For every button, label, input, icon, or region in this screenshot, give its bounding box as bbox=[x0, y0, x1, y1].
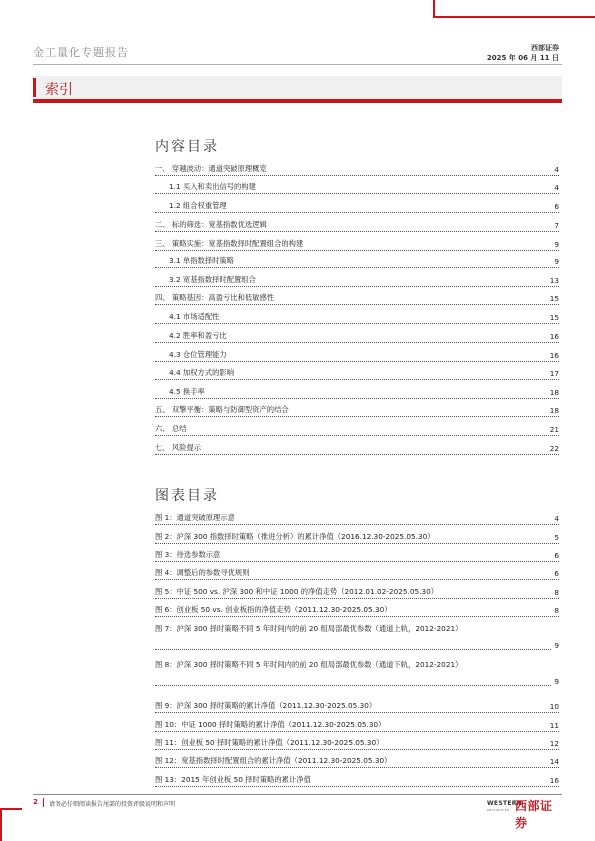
figure-item-page: 12 bbox=[547, 739, 559, 748]
toc-item-label: 一、 穿越波动：通道突破原理概览 bbox=[155, 164, 270, 174]
figure-item[interactable] bbox=[155, 736, 559, 750]
toc-item-label: 六、 总结 bbox=[155, 424, 190, 434]
figure-item-page: 10 bbox=[547, 702, 559, 711]
toc-item-page: 17 bbox=[547, 369, 559, 378]
figure-item-label: 图 4：调整后的参数寻优规则 bbox=[155, 568, 253, 578]
figure-item-page: 8 bbox=[551, 606, 559, 615]
figure-item[interactable] bbox=[155, 511, 559, 525]
toc-item-label: 五、 双擎平衡：策略与防御型资产的结合 bbox=[155, 405, 292, 415]
toc-item-label: 4.2 胜率和盈亏比 bbox=[169, 331, 230, 341]
toc-item-page: 21 bbox=[547, 425, 559, 434]
figure-item[interactable] bbox=[155, 773, 559, 787]
figure-item[interactable] bbox=[155, 754, 559, 768]
toc-item-page: 13 bbox=[547, 276, 559, 285]
section-bar bbox=[33, 76, 562, 103]
section-title: 索引 bbox=[45, 82, 73, 98]
figure-item-page: 6 bbox=[551, 569, 559, 578]
figure-item-label: 图 8：沪深 300 择时策略不同 5 年时间内的前 20 组局部最优参数（通道下轨，2012-2021） bbox=[155, 660, 463, 669]
toc-item-page: 9 bbox=[551, 240, 559, 249]
page-number: 2 bbox=[33, 798, 38, 806]
figure-item[interactable] bbox=[155, 585, 559, 599]
footer-separator bbox=[43, 798, 44, 807]
toc-item[interactable] bbox=[155, 291, 559, 305]
toc-item[interactable] bbox=[155, 348, 559, 362]
toc-item[interactable] bbox=[155, 254, 559, 268]
toc-item-label: 1.1 买入和卖出信号的构建 bbox=[169, 182, 259, 192]
figure-item-page: 9 bbox=[551, 677, 559, 686]
toc-item-label: 四、 策略基因：高盈亏比和低敏感性 bbox=[155, 293, 277, 303]
toc-item-page: 4 bbox=[551, 165, 559, 174]
corner-frame-bottom bbox=[0, 808, 22, 841]
figure-item-page: 11 bbox=[547, 721, 559, 730]
toc-item-page: 16 bbox=[547, 351, 559, 360]
toc-item[interactable] bbox=[155, 366, 559, 380]
figure-item-label: 图 12：宽基指数择时配置组合的累计净值（2011.12.30-2025.05.30） bbox=[155, 756, 394, 766]
figure-item-page: 14 bbox=[547, 757, 559, 766]
toc-item-label: 4.4 加权方式的影响 bbox=[169, 368, 237, 378]
figure-item-leader bbox=[155, 673, 559, 686]
toc-item-page: 9 bbox=[551, 257, 559, 266]
toc-item[interactable] bbox=[155, 403, 559, 417]
figure-item-page: 16 bbox=[547, 776, 559, 785]
toc-item-label: 4.1 市场适配性 bbox=[169, 312, 222, 322]
toc-item[interactable] bbox=[155, 218, 559, 232]
figure-item-label: 图 11：创业板 50 择时策略的累计净值（2011.12.30-2025.05.30） bbox=[155, 738, 386, 748]
toc-item-label: 三、 策略实施：宽基指数择时配置组合的构建 bbox=[155, 239, 306, 249]
logo-english-sub: SECURITIES bbox=[487, 808, 510, 812]
section-marker bbox=[33, 78, 36, 97]
figure-item-label: 图 2：沪深 300 指数择时策略（推进分析）的累计净值（2016.12.30-2025.05.30） bbox=[155, 532, 438, 542]
toc-item[interactable] bbox=[155, 162, 559, 176]
toc-item[interactable] bbox=[155, 385, 559, 399]
toc-item[interactable] bbox=[155, 180, 559, 194]
figure-item-leader bbox=[155, 637, 559, 650]
toc-item-label: 4.5 换手率 bbox=[169, 387, 208, 397]
toc-item[interactable] bbox=[155, 422, 559, 436]
figure-item-page: 4 bbox=[551, 514, 559, 523]
toc-item-page: 16 bbox=[547, 332, 559, 341]
toc-item[interactable] bbox=[155, 199, 559, 213]
toc-item-page: 18 bbox=[547, 406, 559, 415]
toc-item-page: 15 bbox=[547, 294, 559, 303]
figure-item[interactable] bbox=[155, 718, 559, 732]
toc-heading: 内容目录 bbox=[155, 139, 219, 155]
figure-item[interactable] bbox=[155, 603, 559, 617]
footer-disclaimer: 请务必仔细阅读报告尾部的投资评级说明和声明 bbox=[49, 801, 176, 808]
toc-item-label: 3.1 单指数择时策略 bbox=[169, 256, 237, 266]
toc-item-label: 1.2 组合权重管理 bbox=[169, 201, 230, 211]
toc-item-page: 18 bbox=[547, 388, 559, 397]
figure-item-page: 5 bbox=[551, 533, 559, 542]
figure-item-label: 图 7：沪深 300 择时策略不同 5 年时间内的前 20 组局部最优参数（通道上轨，2012-2021） bbox=[155, 624, 463, 633]
brand-name: 西部证券 bbox=[531, 44, 559, 52]
header-divider bbox=[33, 64, 562, 65]
toc-item[interactable] bbox=[155, 273, 559, 287]
toc-item-label: 4.3 仓位管理能力 bbox=[169, 350, 230, 360]
toc-item-label: 3.2 宽基指数择时配置组合 bbox=[169, 275, 259, 285]
figure-item[interactable] bbox=[155, 548, 559, 562]
toc-item-page: 15 bbox=[547, 313, 559, 322]
figure-item-label: 图 13：2015 年创业板 50 择时策略的累计净值 bbox=[155, 775, 314, 785]
toc-item-page: 6 bbox=[551, 202, 559, 211]
figure-item[interactable] bbox=[155, 699, 559, 713]
figure-item-label: 图 10：中证 1000 择时策略的累计净值（2011.12.30-2025.05.30） bbox=[155, 720, 388, 730]
report-type: 金工量化专题报告 bbox=[33, 46, 129, 59]
figure-item-label: 图 5：中证 500 vs. 沪深 300 和中证 1000 的净值走势（2012.01.02-2025.05.30） bbox=[155, 587, 441, 597]
toc-item[interactable] bbox=[155, 329, 559, 343]
logo-chinese: 西部证券 bbox=[515, 799, 553, 830]
toc-item-label: 七、 风险提示 bbox=[155, 443, 204, 453]
toc-item-page: 7 bbox=[551, 221, 559, 230]
company-logo bbox=[487, 796, 559, 830]
toc-item-label: 二、 标的筛选：宽基指数优选逻辑 bbox=[155, 220, 270, 230]
corner-frame-top bbox=[433, 0, 595, 18]
figures-heading: 图表目录 bbox=[155, 488, 219, 504]
figure-item-label: 图 6：创业板 50 vs. 创业板指的净值走势（2011.12.30-2025.05.30） bbox=[155, 605, 395, 615]
toc-item-page: 4 bbox=[551, 183, 559, 192]
footer-divider bbox=[33, 794, 562, 795]
figure-item-page: 8 bbox=[551, 588, 559, 597]
figure-item-label: 图 1：通道突破原理示意 bbox=[155, 513, 238, 523]
toc-item[interactable] bbox=[155, 237, 559, 251]
toc-item-page: 22 bbox=[547, 444, 559, 453]
figure-item[interactable] bbox=[155, 566, 559, 580]
figure-item-page: 6 bbox=[551, 551, 559, 560]
figure-item[interactable] bbox=[155, 530, 559, 544]
report-date: 2025 年 06 月 11 日 bbox=[486, 54, 559, 62]
logo-english: WESTERN bbox=[487, 800, 522, 807]
figure-item-page: 9 bbox=[551, 641, 559, 650]
toc-item[interactable] bbox=[155, 310, 559, 324]
figure-item-label: 图 9：沪深 300 择时策略的累计净值（2011.12.30-2025.05.30） bbox=[155, 701, 379, 711]
toc-item[interactable] bbox=[155, 441, 559, 455]
figure-item-label: 图 3：待选参数示意 bbox=[155, 550, 223, 560]
